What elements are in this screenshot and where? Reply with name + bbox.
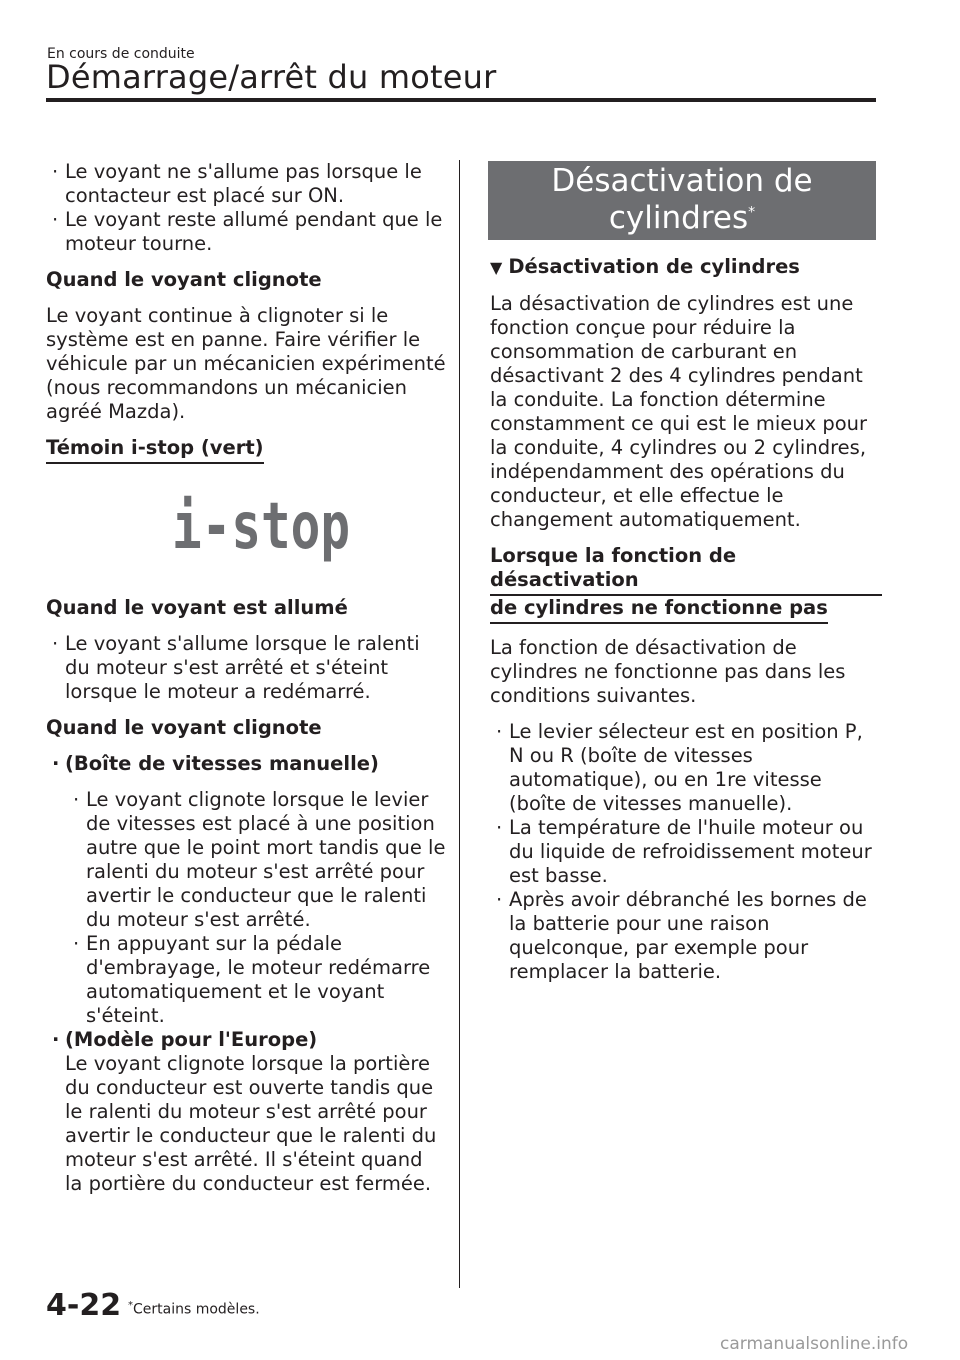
bullet-item: · Le levier sélecteur est en position P, N ou R (boîte de vitesses automatique), ou en 1re vitesse (boîte de vitesses manuelle). [490,720,882,816]
triangle-down-icon: ▼ [490,258,503,277]
bullet-manual: · (Boîte de vitesses manuelle) [46,752,446,776]
heading-clignote-2: Quand le voyant clignote [46,716,322,739]
heading-temoin-istop: Témoin i-stop (vert) [46,436,264,464]
heading-clignote: Quand le voyant clignote [46,268,322,291]
asterisk-mark: * [748,204,756,221]
column-divider [459,160,460,1288]
paragraph: La désactivation de cylindres est une fonction conçue pour réduire la consommation de carburant en désactivant 2 des 4 cylindres pendant la conduite. La fonction détermine constamment ce qui est le mieux pour la conduite, 4 cylindres ou 2 cylindres, indépendamment des opérations du conducteur, et elle effectue le changement automatiquement. [490,292,868,531]
istop-icon [172,486,352,564]
bullet-item: · Après avoir débranché les bornes de la batterie pour une raison quelconque, par exemple pour remplacer la batterie. [490,888,882,984]
heading-line2: de cylindres ne fonctionne pas [490,596,828,624]
sub-bullet-item: · Le voyant clignote lorsque le levier de vitesses est placé à une position autre que le point mort tandis que le ralenti du moteur s'est arrêté pour avertir le conducteur que le ralenti du moteur s'est arrêté. [46,788,446,932]
sub-bullet-item: · En appuyant sur la pédale d'embrayage, le moteur redémarre automatiquement et le voyant s'éteint. [46,932,446,1028]
watermark: carmanualsonline.info [720,1334,909,1354]
page-number: 4-22 [46,1288,122,1323]
paragraph-europe: Le voyant clignote lorsque la portière du conducteur est ouverte tandis que le ralenti du moteur s'est arrêté pour avertir le conducteur que le ralenti du moteur s'est arrêté. Il s'éteint quand la portière du conducteur est fermée. [65,1052,437,1195]
svg-text:i-stop: i-stop [172,490,350,564]
bullet-item: · La température de l'huile moteur ou du liquide de refroidissement moteur est basse. [490,816,882,888]
heading-line1: Lorsque la fonction de désactivation [490,544,882,596]
header-rule [46,98,876,102]
left-column [46,160,446,1196]
section-label: En cours de conduite [47,46,195,62]
paragraph: Le voyant continue à clignoter si le système est en panne. Faire vérifier le véhicule par un mécanicien expérimenté (nous recommandons un mécanicien agréé Mazda). [46,304,446,423]
page-title: Démarrage/arrêt du moteur [46,58,497,96]
bullet-europe: · (Modèle pour l'Europe) [46,1028,446,1052]
footnote: *Certains modèles. [128,1300,260,1318]
banner-line1: Désactivation de [551,163,813,199]
section-banner [488,161,876,240]
icon-area [46,464,446,596]
banner-line2: cylindres* [608,200,756,236]
bullet-item: · Le voyant s'allume lorsque le ralenti du moteur s'est arrêté et s'éteint lorsque le moteur a redémarré. [46,632,446,704]
heading-allume: Quand le voyant est allumé [46,596,348,619]
bullet-item: · Le voyant ne s'allume pas lorsque le contacteur est placé sur ON. [46,160,446,208]
bullet-item: · Le voyant reste allumé pendant que le moteur tourne. [46,208,446,256]
paragraph: La fonction de désactivation de cylindres ne fonctionne pas dans les conditions suivantes. [490,636,846,707]
subsection-heading: ▼ Désactivation de cylindres [490,255,800,278]
right-column [490,255,882,984]
